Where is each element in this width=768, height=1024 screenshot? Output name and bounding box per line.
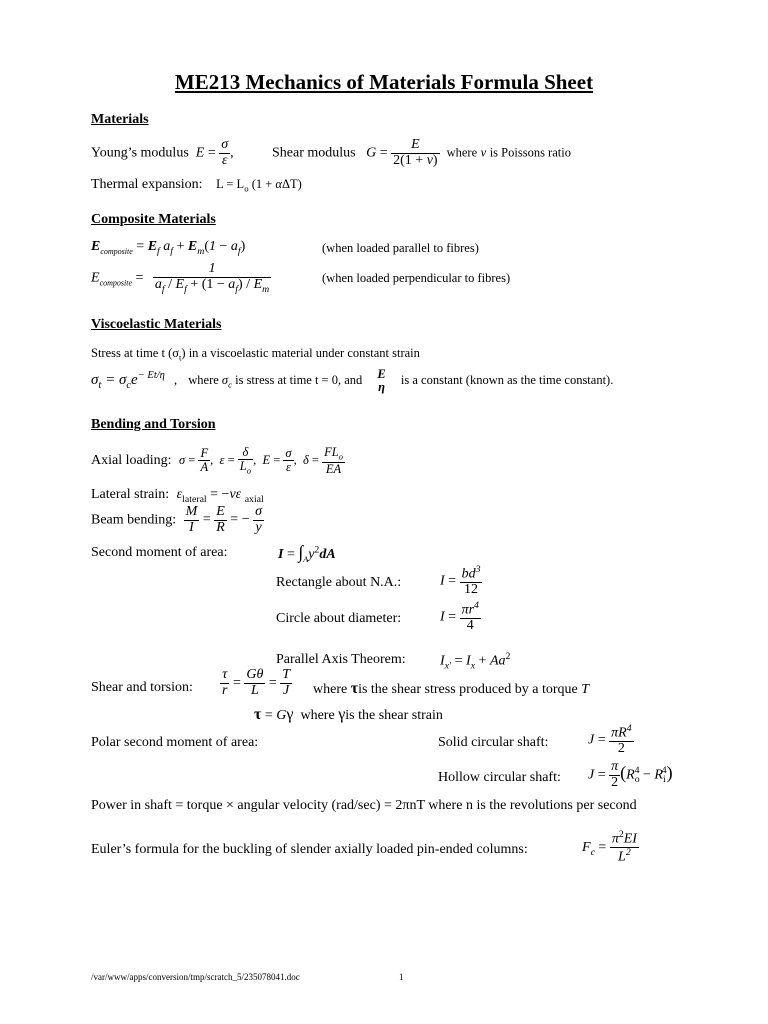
section-heading-viscoelastic: Viscoelastic Materials bbox=[91, 317, 222, 332]
page-title: ME213 Mechanics of Materials Formula Sheet bbox=[174, 70, 594, 94]
second-moment-formula: $I = \int_Ay^2dA$ bbox=[278, 542, 336, 564]
solid-shaft-formula: J = $\frac{\pi R^4}{2}$ bbox=[588, 723, 632, 757]
section-heading-composite: Composite Materials bbox=[91, 212, 216, 227]
hollow-shaft-formula: J = $\frac{\pi}{2}$ $(R_o^4 - R_i^4)$ bbox=[588, 759, 673, 790]
polar-moment-label: Polar second moment of area: bbox=[91, 735, 259, 750]
axial-loading-row: Axial loading: σ = $\frac{F}{A}$ , ε = $\frac{\delta}{L_o}$ , E = $\frac{\sigma}{\varepsilon}$ , δ = $\frac{FL_o}{EA}$ bbox=[91, 445, 344, 476]
visco-formula-row: $\sigma_t = \sigma_ce^{- Et/\eta}$ , where $\sigma_c$ is stress at time t = 0, and E η is a constant (known as the time constant). bbox=[91, 367, 614, 395]
hollow-shaft-label: Hollow circular shaft: bbox=[438, 770, 561, 785]
beam-bending-label: Beam bending: bbox=[91, 512, 177, 528]
rectangle-label: Rectangle about N.A.: bbox=[276, 575, 402, 590]
composite-perp-note: (when loaded perpendicular to fibres) bbox=[322, 271, 511, 285]
composite-parallel-formula: $E_{composite} = E_f$ $a_f + E_m(1 - a_f)$ bbox=[91, 239, 246, 257]
euler-line: Euler’s formula for the buckling of slender axially loaded pin-ended columns: bbox=[91, 842, 528, 857]
footer-path: /var/www/apps/conversion/tmp/scratch_5/235078041.doc bbox=[91, 972, 300, 982]
poisson-rest: is Poissons ratio bbox=[489, 145, 571, 160]
circle-label: Circle about diameter: bbox=[276, 611, 402, 626]
shear-modulus-label: Shear modulus bbox=[272, 145, 356, 161]
section-heading-bending: Bending and Torsion bbox=[91, 417, 216, 432]
second-moment-label: Second moment of area: bbox=[91, 545, 228, 560]
solid-shaft-label: Solid circular shaft: bbox=[438, 735, 549, 750]
shear-torsion-label: Shear and torsion: bbox=[91, 680, 193, 695]
beam-bending-row: Beam bending: $\frac{M}{I}$ = $\frac{E}{R}$ = − $\frac{\sigma}{y}$ bbox=[91, 504, 262, 535]
youngs-modulus-label: Young’s modulus bbox=[91, 145, 189, 161]
thermal-expansion-label: Thermal expansion: bbox=[91, 177, 203, 192]
composite-perp-formula: $E_{composite}$ = $\frac{1}{a_f / E_f + (1 - a_f) / E_m}$ bbox=[91, 261, 270, 295]
section-heading-materials: Materials bbox=[91, 112, 149, 127]
shear-where-1: where τis the shear stress produced by a torque T bbox=[313, 680, 590, 697]
shear-where-2: τ = Gγ where γis the shear strain bbox=[254, 706, 443, 723]
second-moment-row bbox=[91, 545, 227, 561]
shear-torsion-formula: $\frac{\tau}{r}$ = $\frac{G\theta}{L}$ = $\frac{T}{J}$ bbox=[222, 667, 291, 698]
parallel-axis-formula: $I_{x'} = I_x + Aa^2$ bbox=[440, 651, 511, 672]
parallel-axis-label: Parallel Axis Theorem: bbox=[276, 652, 406, 667]
rectangle-formula: I = $\frac{bd^3}{12}$ bbox=[440, 564, 481, 598]
youngs-modulus-row: Young’s modulus E = $\frac{\sigma}{\varepsilon}$ , bbox=[91, 137, 234, 168]
shear-modulus-row: Shear modulus G = $\frac{E}{2(1 + \nu)}$ where ν is Poissons ratio bbox=[272, 137, 571, 168]
poisson-where: where bbox=[446, 145, 478, 160]
circle-formula: I = $\frac{\pi r^4}{4}$ bbox=[440, 600, 479, 634]
axial-loading-label: Axial loading: bbox=[91, 452, 172, 468]
euler-formula: $F_c$ = $\frac{\pi^2EI}{L^2}$ bbox=[582, 829, 637, 865]
lateral-strain-label: Lateral strain: bbox=[91, 487, 170, 502]
visco-stress-line: Stress at time t $(\sigma_t)$ in a viscoelastic material under constant strain bbox=[91, 346, 420, 363]
footer-page-number: 1 bbox=[399, 972, 404, 982]
power-line: Power in shaft = torque × angular velocity (rad/sec) = 2πnT where n is the revolutions per second bbox=[91, 798, 637, 813]
lateral-strain-row: Lateral strain: $\varepsilon_{lateral} = -\nu\varepsilon$ $_{axial}$ bbox=[91, 487, 264, 505]
composite-parallel-note: (when loaded parallel to fibres) bbox=[322, 241, 479, 255]
thermal-expansion-row: Thermal expansion: $L = L_o$ (1 + αΔT) bbox=[91, 177, 302, 194]
